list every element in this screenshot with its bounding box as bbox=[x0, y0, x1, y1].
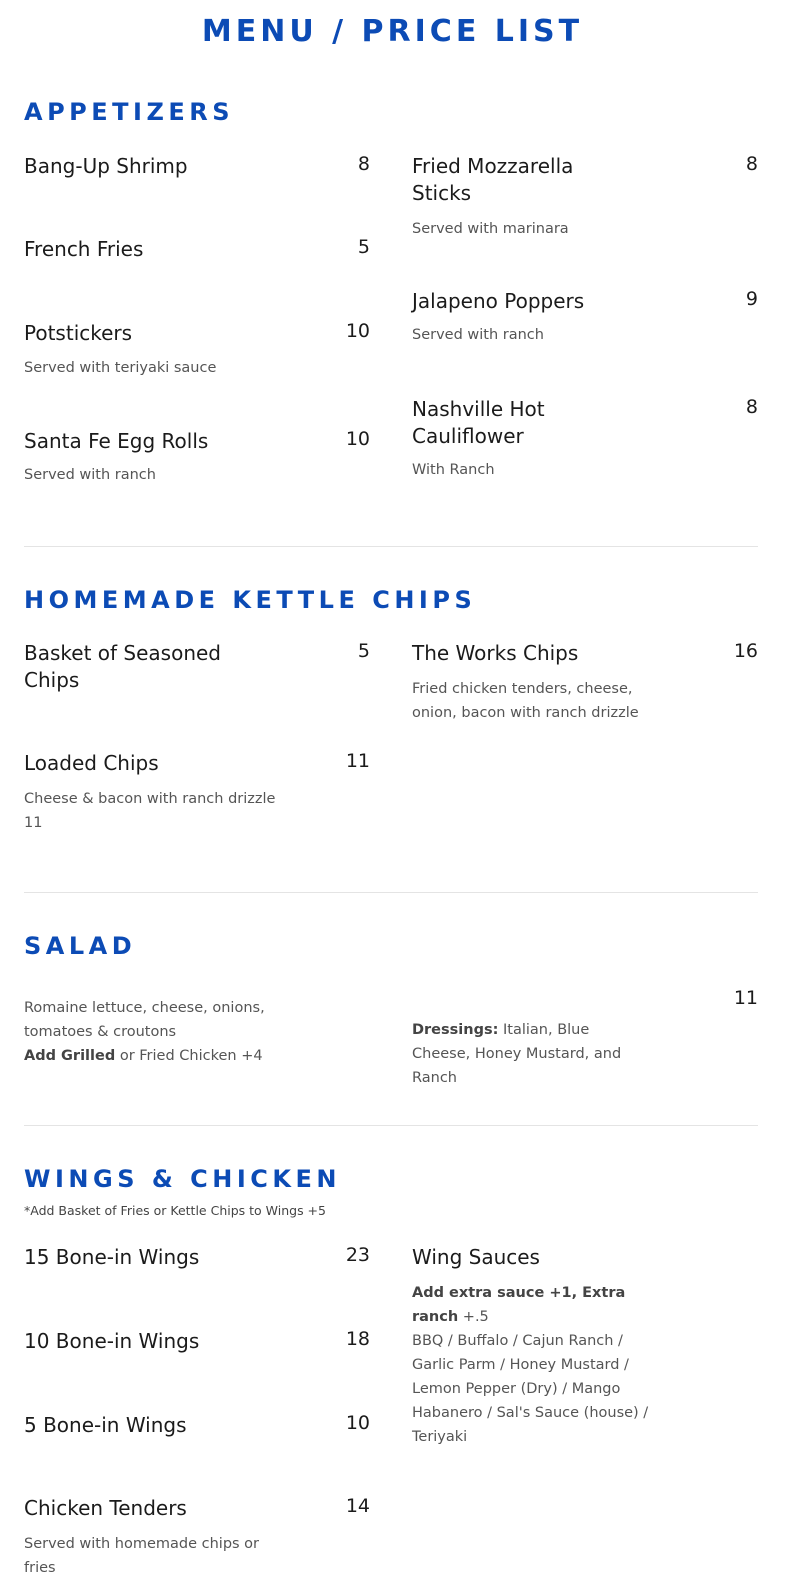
section-heading-wings: WINGS & CHICKEN bbox=[24, 1165, 341, 1193]
item-name-wing-sauces: Wing Sauces bbox=[412, 1245, 540, 1269]
item-price-jalapeno-poppers: 9 bbox=[745, 288, 758, 310]
item-price-loaded-chips: 11 bbox=[345, 750, 370, 772]
item-name-fried-mozzarella-sticks: Fried Mozzarella Sticks bbox=[412, 154, 574, 205]
item-name-10-wings: 10 Bone-in Wings bbox=[24, 1329, 200, 1353]
item-price-10-wings: 18 bbox=[345, 1328, 370, 1350]
item-name-basket-of-seasoned-chips: Basket of Seasoned Chips bbox=[24, 641, 221, 692]
section-heading-kettle-chips: HOMEMADE KETTLE CHIPS bbox=[24, 586, 477, 614]
item-desc-potstickers: Served with teriyaki sauce bbox=[24, 360, 217, 376]
salad-addon-text: or Fried Chicken +4 bbox=[115, 1048, 263, 1064]
item-desc-loaded-chips: Cheese & bacon with ranch drizzle bbox=[24, 791, 276, 807]
salad-dressings-label: Dressings: bbox=[412, 1022, 499, 1038]
page-title: MENU / PRICE LIST bbox=[201, 14, 584, 49]
item-price-potstickers: 10 bbox=[345, 320, 370, 342]
item-desc-loaded-chips-extra: 11 bbox=[24, 815, 43, 831]
item-price-chicken-tenders: 14 bbox=[345, 1495, 370, 1517]
item-name-nashville-hot-cauliflower: Nashville Hot Cauliflower bbox=[412, 397, 545, 448]
item-price-fried-mozzarella-sticks: 8 bbox=[745, 153, 758, 175]
item-desc-the-works-chips: Fried chicken tenders, cheese, onion, bacon with ranch drizzle bbox=[412, 681, 639, 721]
wing-sauces-extra-ranch: Extra ranch bbox=[412, 1285, 626, 1325]
item-desc-santa-fe-egg-rolls: Served with ranch bbox=[24, 467, 156, 483]
salad-dressings bbox=[412, 1018, 652, 1090]
section-divider bbox=[24, 892, 758, 893]
item-name-15-wings: 15 Bone-in Wings bbox=[24, 1245, 200, 1269]
item-name-santa-fe-egg-rolls: Santa Fe Egg Rolls bbox=[24, 429, 209, 453]
item-name-the-works-chips: The Works Chips bbox=[412, 641, 579, 665]
item-price-basket-of-seasoned-chips: 5 bbox=[357, 640, 370, 662]
item-price-french-fries: 5 bbox=[357, 236, 370, 258]
wing-sauces-extra-ranch-price: +.5 bbox=[458, 1309, 489, 1325]
salad-price: 11 bbox=[733, 987, 758, 1009]
item-name-chicken-tenders: Chicken Tenders bbox=[24, 1496, 187, 1520]
item-price-15-wings: 23 bbox=[345, 1244, 370, 1266]
item-name-5-wings: 5 Bone-in Wings bbox=[24, 1413, 187, 1437]
wing-sauces-list: BBQ / Buffalo / Cajun Ranch / Garlic Parm / Honey Mustard / Lemon Pepper (Dry) / Mango Habanero / Sal's Sauce (house) / Teriyaki bbox=[412, 1333, 649, 1445]
item-name-bang-up-shrimp: Bang-Up Shrimp bbox=[24, 154, 188, 178]
salad-addon-bold: Add Grilled bbox=[24, 1048, 116, 1064]
item-price-the-works-chips: 16 bbox=[733, 640, 758, 662]
wing-sauces-extra-sauce: Add extra sauce +1, bbox=[412, 1285, 583, 1301]
section-divider bbox=[24, 1125, 758, 1126]
item-desc-jalapeno-poppers: Served with ranch bbox=[412, 327, 544, 343]
item-name-french-fries: French Fries bbox=[24, 237, 144, 261]
section-heading-salad: SALAD bbox=[24, 932, 137, 960]
item-price-bang-up-shrimp: 8 bbox=[357, 153, 370, 175]
salad-addon bbox=[24, 1044, 324, 1068]
salad-dressings-text: Italian, Blue Cheese, Honey Mustard, and Ranch bbox=[412, 1022, 622, 1086]
item-name-jalapeno-poppers: Jalapeno Poppers bbox=[412, 289, 585, 313]
salad-description: Romaine lettuce, cheese, onions, tomatoes & croutons bbox=[24, 1000, 265, 1040]
item-desc-nashville-hot-cauliflower: With Ranch bbox=[412, 462, 495, 478]
wings-note: *Add Basket of Fries or Kettle Chips to Wings +5 bbox=[24, 1203, 326, 1218]
section-heading-appetizers: APPETIZERS bbox=[24, 98, 235, 126]
item-price-nashville-hot-cauliflower: 8 bbox=[745, 396, 758, 418]
wing-sauces-extras bbox=[412, 1281, 652, 1329]
item-name-loaded-chips: Loaded Chips bbox=[24, 751, 159, 775]
item-desc-chicken-tenders: Served with homemade chips or fries bbox=[24, 1536, 260, 1576]
item-desc-fried-mozzarella-sticks: Served with marinara bbox=[412, 221, 569, 237]
item-name-potstickers: Potstickers bbox=[24, 321, 133, 345]
section-divider bbox=[24, 546, 758, 547]
item-price-santa-fe-egg-rolls: 10 bbox=[345, 428, 370, 450]
item-price-5-wings: 10 bbox=[345, 1412, 370, 1434]
